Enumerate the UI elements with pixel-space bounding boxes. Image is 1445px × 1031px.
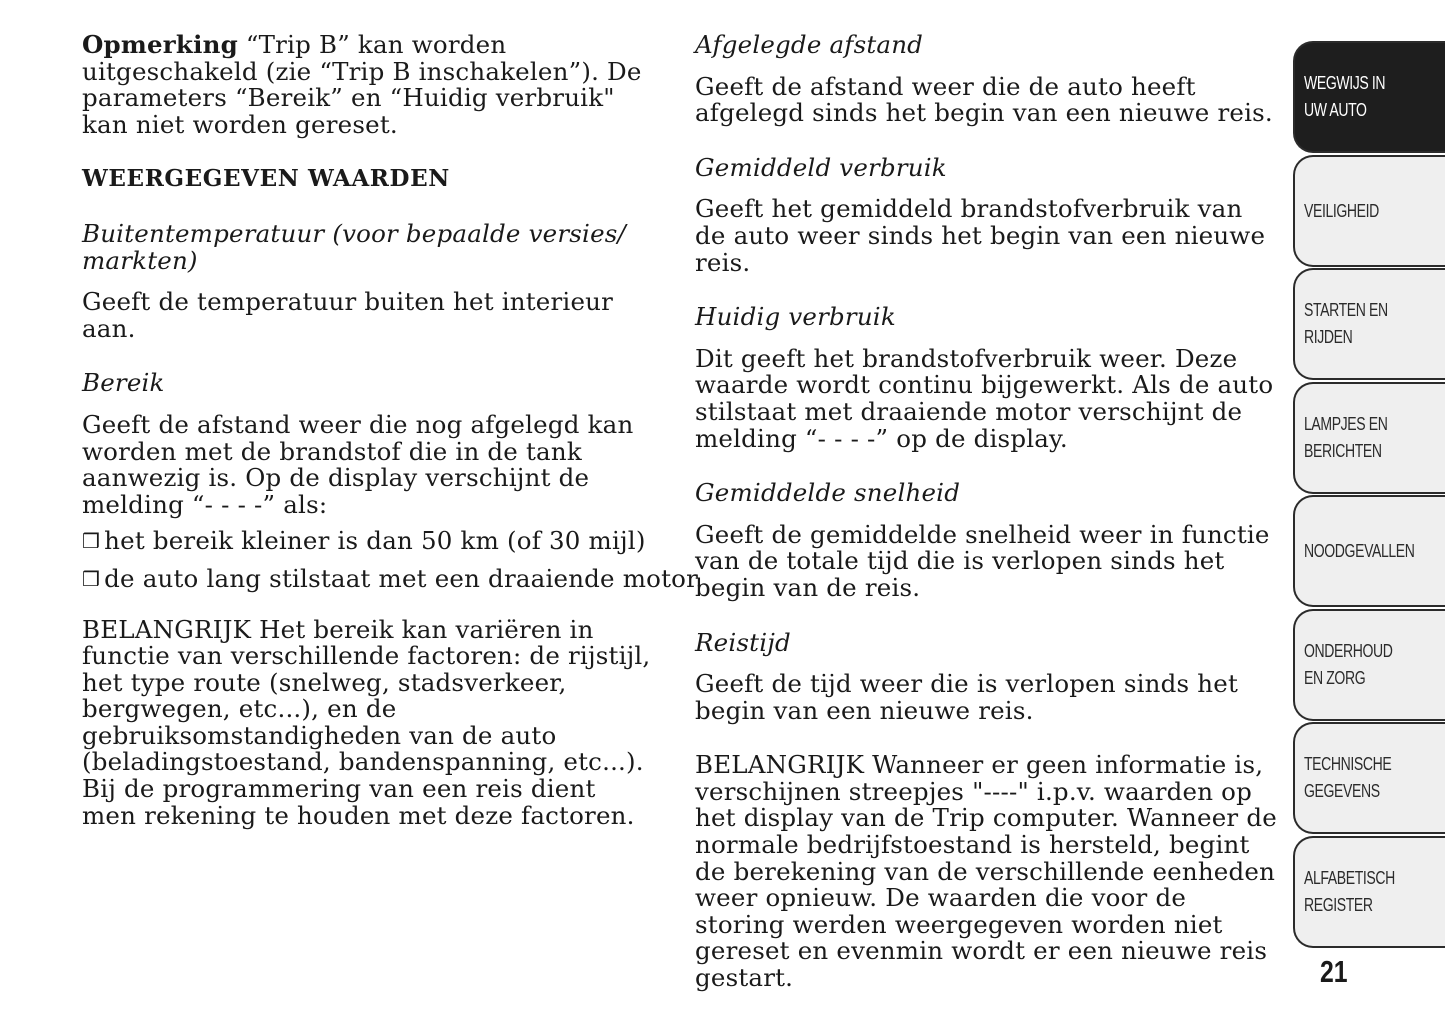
checkbox-bullet-icon: ❒	[82, 529, 101, 554]
travel-time-title: Reistijd	[695, 627, 791, 657]
important-note: BELANGRIJK Het bereik kan variëren in functie van verschillende factoren: de rijstijl, het type route (snelweg, stadsverkeer, bergwegen, etc...), en de gebruiksomstandigheden van de auto (beladingstoestand, bandenspanning, etc...). Bij de programmering van een reis dient men rekening te houden met deze factoren.	[82, 614, 651, 830]
distance-title: Afgelegde afstand	[695, 30, 924, 59]
range-text: Geeft de afstand weer die nog afgelegd kan worden met de brandstof die in de tank aanwezig is. Op de display verschijnt de melding “- - - -” als:	[82, 409, 634, 519]
page-number: 21	[1320, 954, 1348, 989]
checkbox-bullet-icon: ❒	[82, 566, 101, 591]
travel-time-text: Geeft de tijd weer die is verlopen sinds het begin van een nieuwe reis.	[695, 669, 1239, 725]
tab-wegwijs-in-uw-auto[interactable]: WEGWIJS IN UW AUTO	[1293, 41, 1445, 153]
avg-consumption-text: Geeft het gemiddeld brandstofverbruik van de auto weer sinds het begin van een nieuwe reis.	[695, 194, 1266, 277]
bullet-item: ❒ het bereik kleiner is dan 50 km (of 30 mijl)	[82, 526, 646, 556]
range-title: Bereik	[82, 368, 165, 398]
bullet-item: ❒ de auto lang stilstaat met een draaiende motor.	[82, 563, 704, 593]
tab-technische-gegevens[interactable]: TECHNISCHE GEGEVENS	[1293, 722, 1445, 834]
tab-noodgevallen[interactable]: NOODGEVALLEN	[1293, 495, 1445, 607]
tab-lampjes-en-berichten[interactable]: LAMPJES EN BERICHTEN	[1293, 382, 1445, 494]
section-heading: WEERGEGEVEN WAARDEN	[82, 165, 450, 193]
outside-temp-text: Geeft de temperatuur buiten het interieur aan.	[82, 287, 614, 343]
left-column	[82, 30, 704, 830]
distance-text: Geeft de afstand weer die de auto heeft afgelegd sinds het begin van een nieuwe reis.	[695, 71, 1273, 128]
avg-speed-title: Gemiddelde snelheid	[695, 478, 961, 508]
avg-consumption-title: Gemiddeld verbruik	[695, 152, 947, 182]
current-consumption-text: Dit geeft het brandstofverbruik weer. Deze waarde wordt continu bijgewerkt. Als de auto stilstaat met draaiende motor verschijnt de melding “- - - -” op de display.	[695, 343, 1274, 453]
tab-onderhoud-en-zorg[interactable]: ONDERHOUD EN ZORG	[1293, 609, 1445, 721]
avg-speed-text: Geeft de gemiddelde snelheid weer in functie van de totale tijd die is verlopen sinds het begin van de reis.	[695, 519, 1270, 602]
note-paragraph	[82, 32, 652, 138]
note-text: “Trip B” kan worden uitgeschakeld (zie “Trip B inschakelen”). De parameters “Bereik” en “Huidig verbruik" kan niet worden gereset.	[82, 30, 642, 139]
current-consumption-title: Huidig verbruik	[695, 302, 896, 332]
tab-starten-en-rijden[interactable]: STARTEN EN RIJDEN	[1293, 268, 1445, 380]
tab-veiligheid[interactable]: VEILIGHEID	[1293, 155, 1445, 267]
note-label: Opmerking	[82, 30, 238, 59]
important-note: BELANGRIJK Wanneer er geen informatie is, verschijnen streepjes "----" i.p.v. waarden op het display van de Trip computer. Wanneer de normale bedrijfstoestand is hersteld, begint de berekening van de verschillende eenheden weer opnieuw. De waarden die voor de storing werden weergegeven worden niet gereset en evenmin wordt er een nieuwe reis gestart.	[695, 750, 1277, 993]
tab-alfabetisch-register[interactable]: ALFABETISCH REGISTER	[1293, 836, 1445, 948]
right-column	[695, 32, 1280, 992]
outside-temp-title: Buitentemperatuur (voor bepaalde versies/ markten)	[82, 218, 626, 275]
